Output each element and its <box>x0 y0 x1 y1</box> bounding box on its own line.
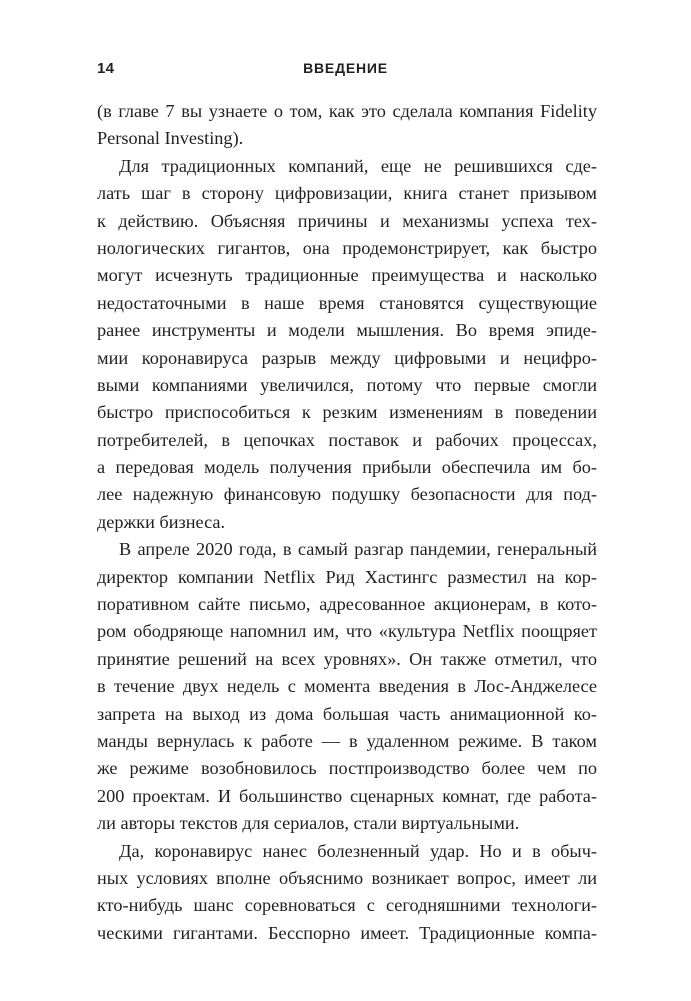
text-line: к действию. Объясняя причины и механизмы успеха тех- <box>97 210 597 231</box>
text-line: принятие решений на всех уровнях». Он также отметил, что <box>97 648 597 669</box>
text-line: потребителей, в цепочках поставок и рабочих процессах, <box>97 429 597 450</box>
text-line: недостаточными в наше время становятся существующие <box>97 292 597 313</box>
text-line: Да, коронавирус нанес болезненный удар. Но и в обыч- <box>119 840 597 861</box>
text-line: кто-нибудь шанс соревноваться с сегодняшними технологи- <box>97 895 597 916</box>
text-line: в течение двух недель с момента введения в Лос-Анджелесе <box>97 676 597 697</box>
text-line: быстро приспособиться к резким изменениям в поведении <box>97 402 597 423</box>
text-line: поративном сайте письмо, адресованное акционерам, в кото- <box>97 594 597 615</box>
body-text <box>97 98 597 947</box>
text-line: выми компаниями увеличился, потому что первые смогли <box>97 374 597 395</box>
text-line: ром ободряюще напомнил им, что «культура Netflix поощряет <box>97 621 597 642</box>
text-line: а передовая модель получения прибыли обеспечила им бо- <box>97 457 597 478</box>
text-line: лее надежную финансовую подушку безопасности для под- <box>97 484 597 505</box>
text-line: ческими гигантами. Бесспорно имеет. Традиционные компа- <box>97 922 597 943</box>
text-line: могут исчезнуть традиционные преимущества и насколько <box>97 265 597 286</box>
text-line: Personal Investing). <box>97 128 244 149</box>
text-line: манды вернулась к работе — в удаленном режиме. В таком <box>97 730 597 751</box>
text-line: 200 проектам. И большинство сценарных комнат, где работа- <box>97 785 597 806</box>
text-line: же режиме возобновилось постпроизводство более чем по <box>97 758 597 779</box>
running-head: ВВЕДЕНИЕ <box>303 60 388 76</box>
text-line: нологических гигантов, она продемонстрирует, как быстро <box>97 237 597 258</box>
text-line: ных условиях вполне объяснимо возникает вопрос, имеет ли <box>97 867 597 888</box>
text-line: В апреле 2020 года, в самый разгар пандемии, генеральный <box>119 539 597 560</box>
text-line: мии коронавируса разрыв между цифровыми и нецифро- <box>97 347 597 368</box>
text-line: Для традиционных компаний, еще не решившихся сде- <box>119 155 597 176</box>
page-number: 14 <box>97 60 115 77</box>
text-line: (в главе 7 вы узнаете о том, как это сделала компания Fidelity <box>97 101 597 121</box>
text-line: директор компании Netflix Рид Хастингс разместил на кор- <box>97 566 597 587</box>
text-line: ранее инструменты и модели мышления. Во время эпиде- <box>97 320 597 341</box>
text-line: ли авторы текстов для сериалов, стали виртуальными. <box>97 813 520 834</box>
text-line: держки бизнеса. <box>97 511 226 532</box>
text-line: лать шаг в сторону цифровизации, книга станет призывом <box>97 183 597 204</box>
text-line: запрета на выход из дома большая часть анимационной ко- <box>97 703 597 724</box>
